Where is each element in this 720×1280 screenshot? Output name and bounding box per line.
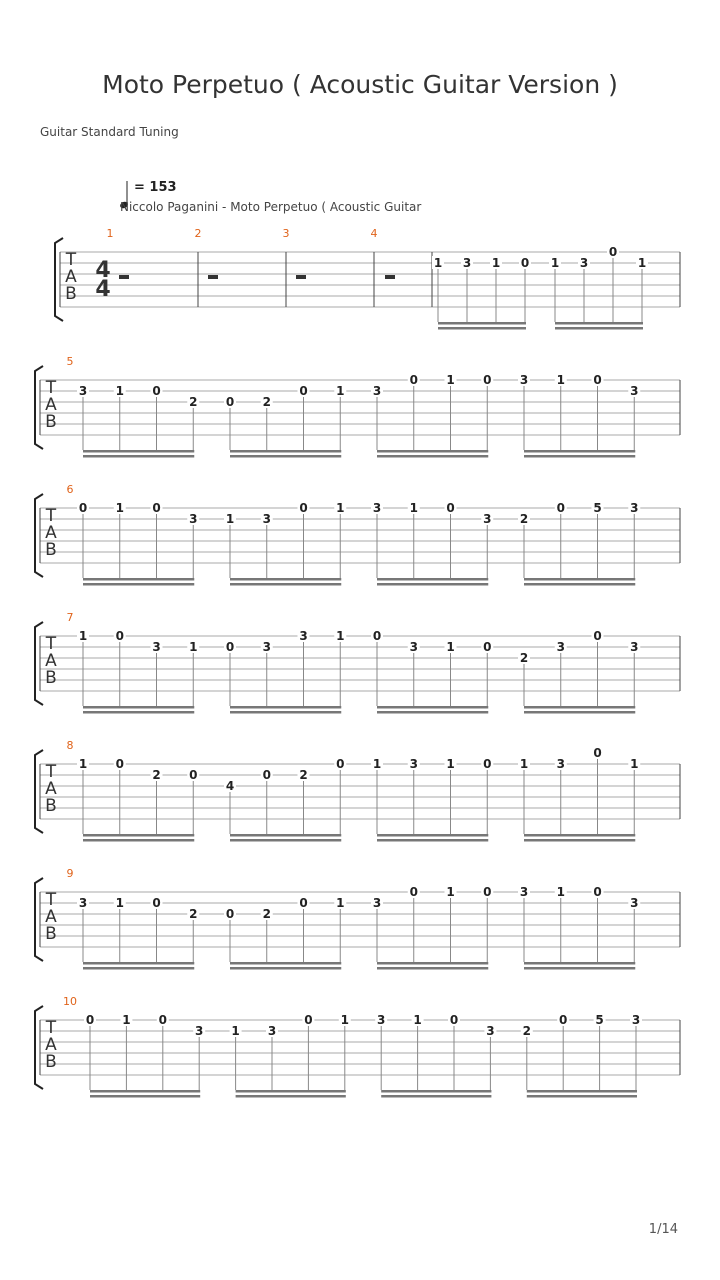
bar-number: 1 [106,227,114,240]
beam [236,1095,346,1098]
fret-number: 3 [152,640,161,654]
fret-number: 3 [262,512,271,526]
tempo-marking: = 153 [134,180,177,195]
fret-number: 1 [372,757,382,771]
beam [230,834,341,837]
fret-number: 3 [195,1024,204,1038]
fret-number: 3 [630,384,639,398]
beam [438,327,526,330]
fret-number: 3 [483,512,492,526]
fret-number: 1 [78,757,88,771]
tab-clef-letter: A [45,779,57,799]
beam [83,839,194,842]
beam [524,967,635,970]
beam [524,455,635,458]
fret-number: 2 [262,395,271,409]
fret-number: 3 [630,896,639,910]
fret-number: 0 [608,245,618,259]
beam [524,711,635,714]
fret-number: 1 [491,256,501,270]
fret-number: 3 [372,384,382,398]
fret-number: 0 [446,501,455,515]
tab-clef-letter: B [65,284,77,304]
fret-number: 3 [299,629,308,643]
fret-number: 0 [262,768,271,782]
beam [83,578,194,581]
beam [555,327,643,330]
fret-number: 0 [299,501,308,515]
fret-number: 0 [304,1013,313,1027]
tab-clef-letter: T [45,506,57,526]
fret-number: 5 [593,501,602,515]
staff-bracket [35,1006,43,1089]
bar-number: 2 [194,227,202,240]
beam [377,455,488,458]
beam [83,967,194,970]
fret-number: 0 [299,896,308,910]
fret-number: 1 [409,501,418,515]
beam [90,1095,200,1098]
beam [555,322,643,325]
fret-number: 1 [122,1013,131,1027]
fret-number: 2 [152,768,161,782]
whole-rest-icon [208,275,218,279]
fret-number: 5 [595,1013,604,1027]
fret-number: 0 [152,896,161,910]
beam [377,706,488,709]
beam [377,962,488,965]
tab-clef-letter: T [45,378,57,398]
fret-number: 0 [593,746,602,760]
beam [377,578,488,581]
fret-number: 0 [152,384,161,398]
fret-number: 1 [433,256,443,270]
beam [230,967,341,970]
beam [230,455,341,458]
fret-number: 0 [449,1013,459,1027]
fret-number: 3 [372,501,382,515]
fret-number: 0 [336,757,345,771]
fret-number: 3 [579,256,589,270]
fret-number: 2 [519,512,529,526]
fret-number: 0 [483,373,492,387]
beam [230,578,341,581]
fret-number: 1 [336,384,345,398]
fret-number: 3 [372,896,382,910]
staff-bracket [35,366,43,449]
fret-number: 1 [446,373,455,387]
fret-number: 4 [225,779,235,793]
fret-number: 0 [409,373,418,387]
beam [230,706,341,709]
fret-number: 1 [78,629,88,643]
fret-number: 1 [336,629,345,643]
fret-number: 3 [556,757,565,771]
bar-number: 8 [66,739,74,752]
beam [83,455,194,458]
fret-number: 1 [340,1013,349,1027]
fret-number: 3 [189,512,198,526]
fret-number: 0 [556,501,565,515]
fret-number: 0 [593,629,602,643]
beam [83,706,194,709]
fret-number: 1 [556,885,565,899]
beam [377,583,488,586]
fret-number: 1 [630,757,639,771]
fret-number: 3 [462,256,472,270]
fret-number: 1 [336,896,345,910]
fret-number: 2 [189,907,198,921]
beam [83,583,194,586]
beam [524,450,635,453]
beam [524,706,635,709]
tab-clef-letter: A [45,651,57,671]
fret-number: 0 [483,885,492,899]
bar-number: 3 [282,227,290,240]
staff-bracket [35,878,43,961]
fret-number: 3 [262,640,271,654]
fret-number: 0 [225,395,235,409]
song-title: Moto Perpetuo ( Acoustic Guitar Version ) [102,70,618,99]
fret-number: 3 [631,1013,641,1027]
fret-number: 1 [637,256,647,270]
whole-rest-icon [385,275,395,279]
fret-number: 0 [559,1013,568,1027]
tab-clef-letter: A [45,395,57,415]
fret-number: 3 [630,501,639,515]
beam [83,834,194,837]
bar-number: 7 [66,611,74,624]
beam [524,583,635,586]
staff-bracket [55,238,63,321]
fret-number: 1 [413,1013,422,1027]
fret-number: 0 [593,885,602,899]
beam [83,962,194,965]
fret-number: 0 [299,384,308,398]
tab-clef-letter: A [45,523,57,543]
fret-number: 0 [85,1013,95,1027]
beam [381,1090,491,1093]
time-signature-denominator: 4 [95,277,111,302]
fret-number: 0 [409,885,418,899]
tab-clef-letter: A [65,267,77,287]
fret-number: 1 [446,885,455,899]
fret-number: 0 [115,629,124,643]
beam [381,1095,491,1098]
beam [377,450,488,453]
fret-number: 0 [152,501,161,515]
fret-number: 2 [262,907,271,921]
beam [230,839,341,842]
bar-number: 10 [63,995,77,1008]
fret-number: 3 [78,384,88,398]
bar-number: 6 [66,483,74,496]
beam [438,322,526,325]
staff-bracket [35,494,43,577]
fret-number: 3 [519,373,529,387]
beam [230,450,341,453]
fret-number: 3 [519,885,529,899]
beam [236,1090,346,1093]
fret-number: 0 [483,640,492,654]
fret-number: 3 [409,757,418,771]
beam [524,962,635,965]
whole-rest-icon [296,275,306,279]
bar-number: 5 [66,355,74,368]
beam [524,834,635,837]
bar-number: 4 [370,227,378,240]
tab-clef-letter: B [45,540,57,560]
fret-number: 0 [593,373,602,387]
beam [83,711,194,714]
fret-number: 0 [225,640,235,654]
fret-number: 3 [630,640,639,654]
beam [230,711,341,714]
tab-clef-letter: A [45,1035,57,1055]
page-number: 1/14 [648,1222,678,1237]
fret-number: 3 [377,1013,386,1027]
fret-number: 1 [115,501,124,515]
tab-clef-letter: B [45,796,57,816]
fret-number: 0 [372,629,382,643]
fret-number: 0 [158,1013,167,1027]
beam [527,1095,637,1098]
fret-number: 1 [556,373,565,387]
beam [377,711,488,714]
tab-clef-letter: B [45,924,57,944]
beam [230,583,341,586]
tab-clef-letter: T [65,250,77,270]
tab-clef-letter: T [45,634,57,654]
bar-number: 9 [66,867,74,880]
tab-clef-letter: B [45,1052,57,1072]
beam [524,839,635,842]
fret-number: 3 [409,640,418,654]
tuning-label: Guitar Standard Tuning [40,125,179,139]
fret-number: 1 [446,757,455,771]
beam [377,967,488,970]
beam [524,578,635,581]
fret-number: 1 [550,256,560,270]
staff-bracket [35,622,43,705]
tab-clef-letter: T [45,1018,57,1038]
staff-bracket [35,750,43,833]
beam [377,834,488,837]
beam [83,450,194,453]
fret-number: 2 [519,651,529,665]
fret-number: 0 [115,757,124,771]
fret-number: 2 [522,1024,531,1038]
fret-number: 0 [225,907,235,921]
time-signature-numerator: 4 [95,258,111,283]
fret-number: 1 [336,501,345,515]
tab-clef-letter: T [45,762,57,782]
fret-number: 0 [520,256,530,270]
fret-number: 1 [189,640,198,654]
tab-clef-letter: A [45,907,57,927]
beam [527,1090,637,1093]
tab-clef-letter: B [45,412,57,432]
fret-number: 3 [556,640,565,654]
fret-number: 1 [519,757,529,771]
beam [90,1090,200,1093]
beam [230,962,341,965]
fret-number: 1 [115,384,124,398]
whole-rest-icon [119,275,129,279]
fret-number: 1 [225,512,235,526]
fret-number: 3 [267,1024,277,1038]
fret-number: 2 [299,768,308,782]
fret-number: 0 [483,757,492,771]
tab-clef-letter: B [45,668,57,688]
beam [377,839,488,842]
fret-number: 3 [78,896,88,910]
fret-number: 0 [189,768,198,782]
tab-clef-letter: T [45,890,57,910]
fret-number: 0 [78,501,88,515]
fret-number: 3 [486,1024,495,1038]
fret-number: 1 [231,1024,240,1038]
fret-number: 1 [115,896,124,910]
track-name: Niccolo Paganini - Moto Perpetuo ( Acoustic Guitar [120,200,422,214]
fret-number: 2 [189,395,198,409]
fret-number: 1 [446,640,455,654]
